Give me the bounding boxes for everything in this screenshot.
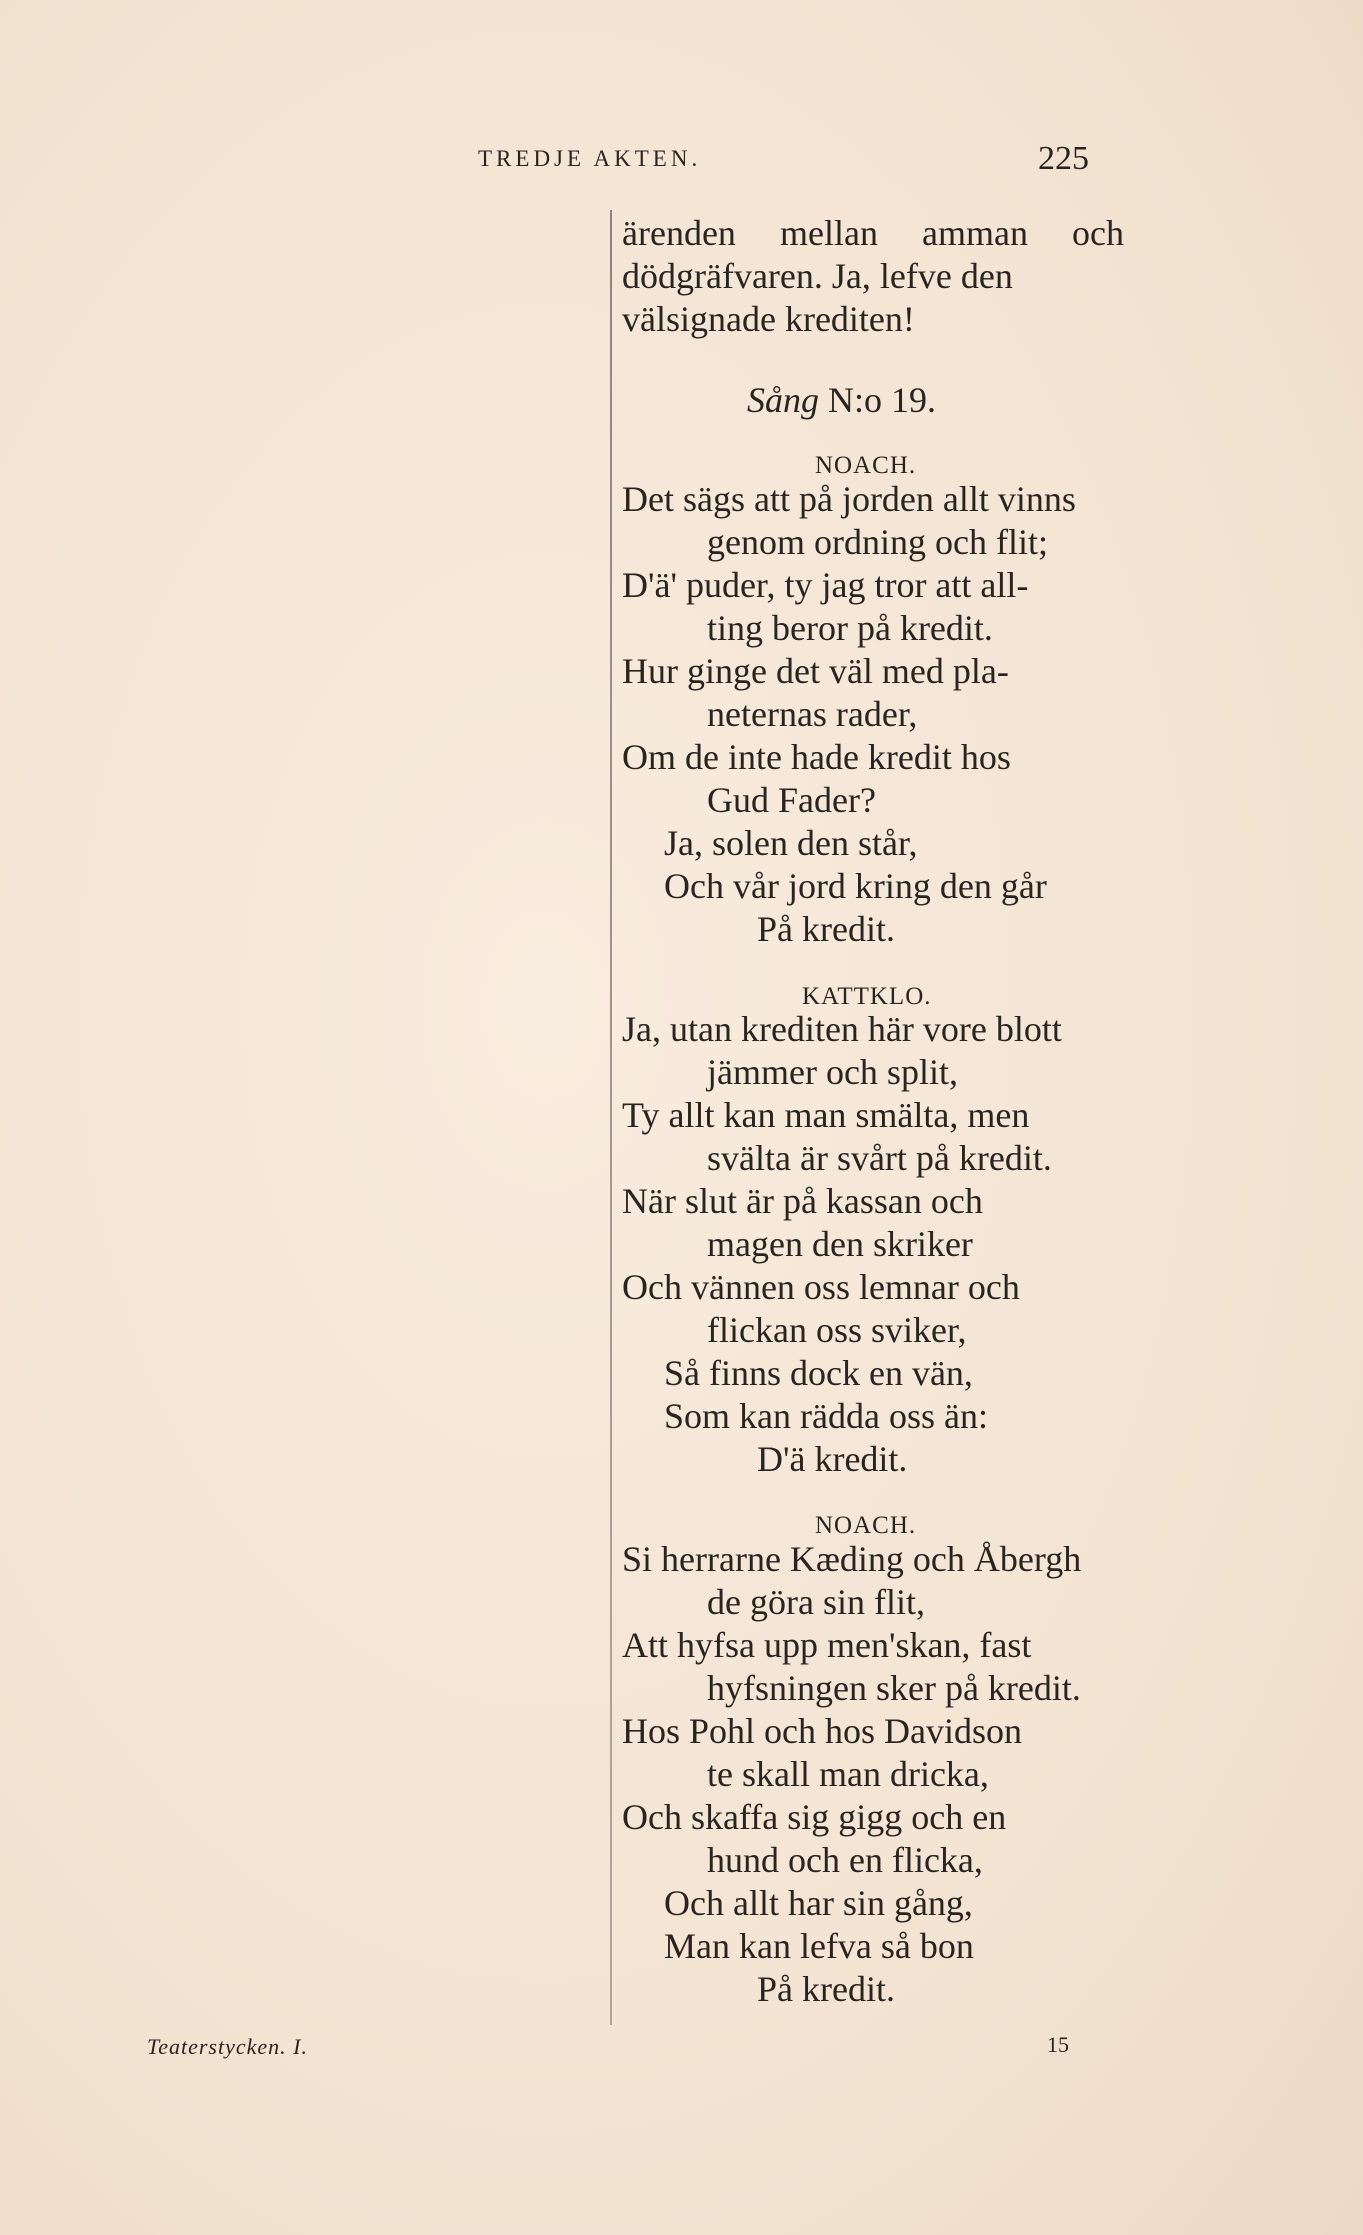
verse-line: Och vår jord kring den går [664,866,1047,906]
verse-line: Det sägs att på jorden allt vinns [622,479,1076,519]
opening-line [622,212,1124,255]
verse-line: Gud Fader? [707,780,876,820]
verse-line: Ja, utan krediten här vore blott [622,1009,1062,1049]
verse-line: Ty allt kan man smälta, men [622,1095,1030,1135]
verse-line: Man kan lefva så bon [664,1926,974,1966]
verse-line: På kredit. [757,909,895,949]
verse-line: ting beror på kredit. [707,608,993,648]
verse-line: Att hyfsa upp men'skan, fast [622,1625,1032,1665]
song-title-number: N:o 19. [828,380,936,420]
verse-line: Hos Pohl och hos Davidson [622,1711,1023,1751]
verse-line: Och skaffa sig gigg och en [622,1797,1007,1837]
verse-line: Hur ginge det väl med pla- [622,651,1009,691]
speaker-name: KATTKLO. [802,983,932,1010]
verse-line: de göra sin flit, [707,1582,925,1622]
page-number: 225 [1038,140,1089,177]
verse-line: När slut är på kassan och [622,1181,983,1221]
word: mellan [779,213,878,253]
sheet-number: 15 [1047,2032,1069,2057]
verse-line: Och vännen oss lemnar och [622,1267,1020,1307]
verse-line: jämmer och split, [707,1052,958,1092]
word: amman [922,213,1028,253]
signature-mark: Teaterstycken. I. [147,2034,308,2059]
verse-line: neternas rader, [707,694,918,734]
opening-line: välsignade krediten! [622,299,915,339]
verse-line: flickan oss sviker, [707,1310,967,1350]
speaker-name: NOACH. [815,452,917,479]
verse-line: Så finns dock en vän, [664,1353,973,1393]
song-title [747,379,936,422]
speaker-name: NOACH. [815,1512,917,1539]
verse-line: svälta är svårt på kredit. [707,1138,1052,1178]
word: ärenden [622,213,736,253]
running-head: TREDJE AKTEN. [478,146,702,171]
verse-line: hund och en flicka, [707,1840,983,1880]
verse-line: magen den skriker [707,1224,973,1264]
verse-line: te skall man dricka, [707,1754,989,1794]
verse-line: D'ä kredit. [757,1439,908,1479]
verse-line: Och allt har sin gång, [664,1883,973,1923]
verse-line: Som kan rädda oss än: [664,1396,988,1436]
verse-line: Ja, solen den står, [664,823,918,863]
verse-line: Si herrarne Kæding och Åbergh [622,1539,1082,1579]
verse-line: Om de inte hade kredit hos [622,737,1011,777]
opening-line: dödgräfvaren. Ja, lefve den [622,256,1013,296]
verse-line: genom ordning och flit; [707,522,1048,562]
verse-line: D'ä' puder, ty jag tror att all- [622,565,1029,605]
margin-rule [610,210,612,2025]
word: och [1072,213,1124,253]
verse-line: hyfsningen sker på kredit. [707,1668,1081,1708]
song-title-word: Sång [747,380,819,420]
verse-line: På kredit. [757,1969,895,2009]
